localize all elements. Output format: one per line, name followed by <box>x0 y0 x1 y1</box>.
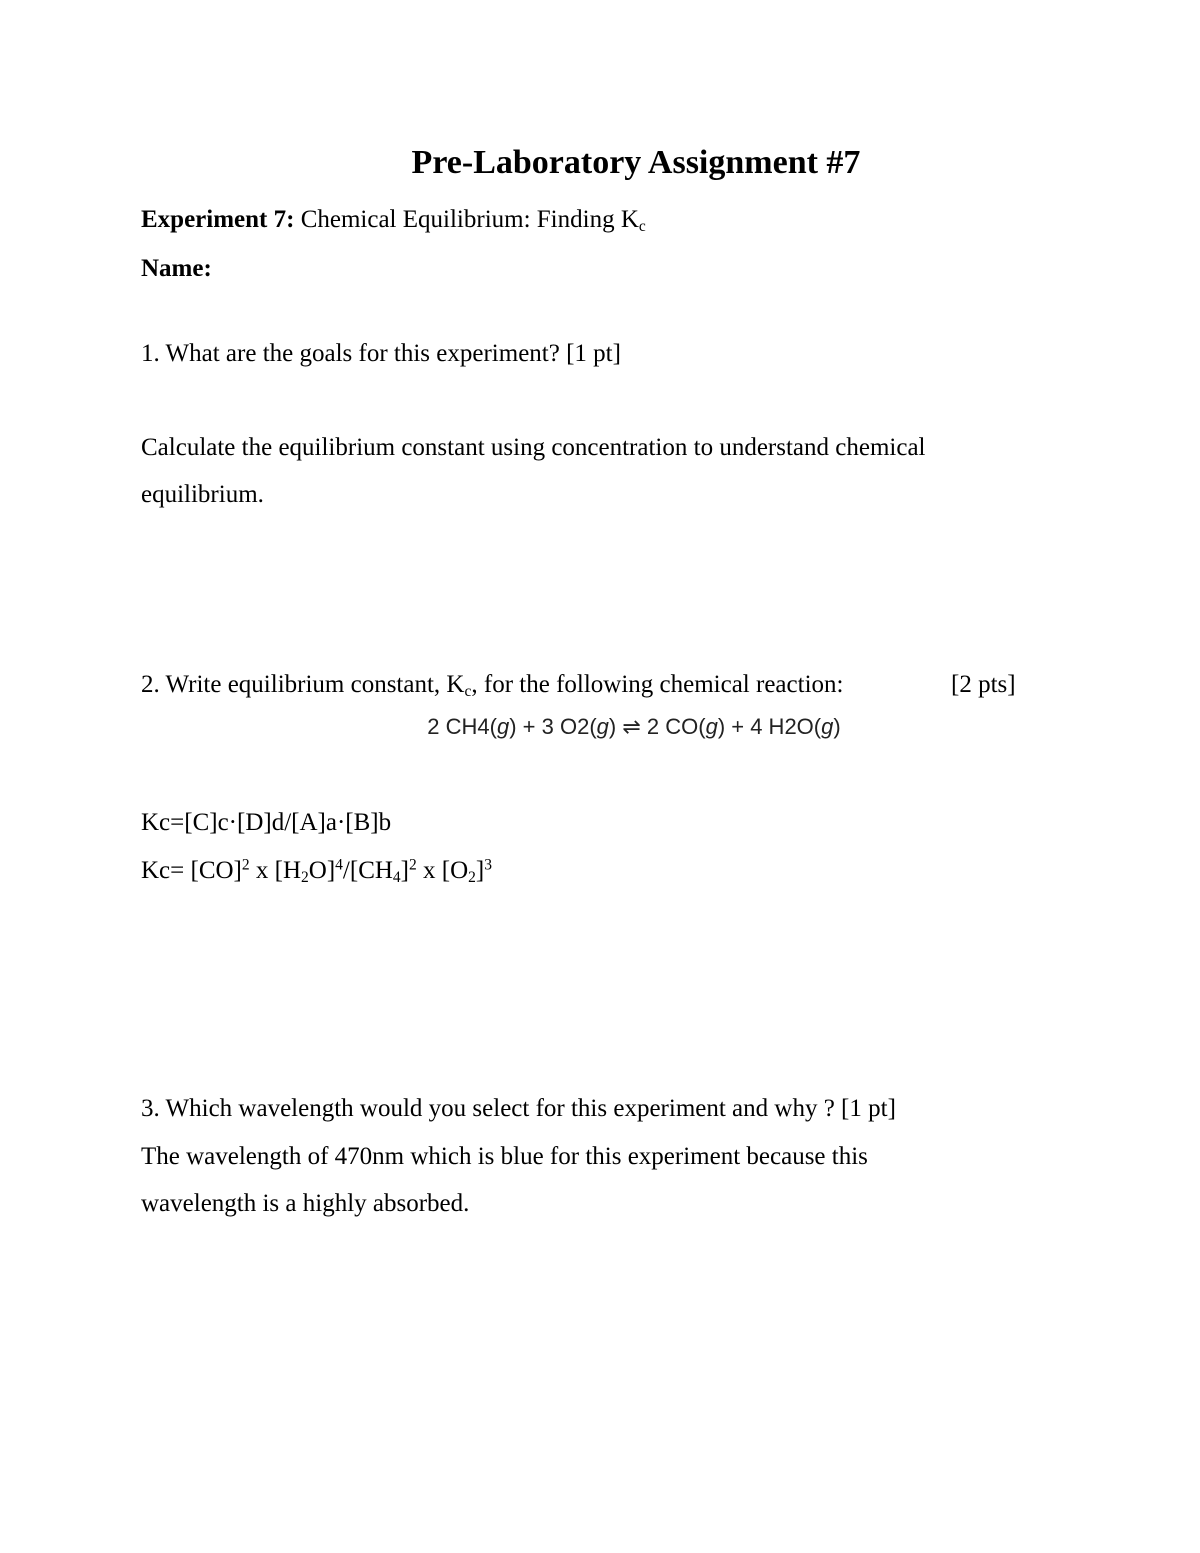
formula-part: ] <box>400 857 409 884</box>
answer-3-line-2: wavelength is a highly absorbed. <box>141 1190 470 1217</box>
equation-phase: g <box>705 714 718 739</box>
formula-subscript: 2 <box>301 868 309 886</box>
equation-part: ) <box>833 714 841 739</box>
question-3: 3. Which wavelength would you select for this experiment and why ? [1 pt] <box>141 1095 896 1122</box>
question-2-part-1: 2. Write equilibrium constant, K <box>141 671 465 698</box>
equation-part: ) ⇌ 2 CO( <box>608 714 706 739</box>
formula-superscript: 2 <box>241 856 250 874</box>
question-2-points: [2 pts] <box>951 671 1016 698</box>
equation-phase: g <box>496 714 510 739</box>
experiment-text: Chemical Equilibrium: Finding K <box>300 206 639 233</box>
question-2-subscript: c <box>464 682 472 700</box>
formula-part: O] <box>308 857 336 884</box>
equation-phase: g <box>821 714 834 739</box>
equation-phase: g <box>596 714 609 739</box>
equation-part: 2 CH4( <box>427 714 497 739</box>
formula-superscript: 3 <box>484 856 492 874</box>
question-1: 1. What are the goals for this experiment? [1 pt] <box>141 340 621 367</box>
answer-2-line-1: Kc=[C]c·[D]d/[A]a·[B]b <box>141 809 392 836</box>
formula-part: x [H <box>249 857 302 884</box>
formula-part: /[CH <box>342 857 393 884</box>
experiment-subscript: c <box>638 217 646 235</box>
experiment-line <box>141 206 646 235</box>
formula-superscript: 4 <box>335 856 343 874</box>
answer-3-line-1: The wavelength of 470nm which is blue for this experiment because this <box>141 1143 868 1170</box>
formula-part: Kc= [CO] <box>141 857 242 884</box>
question-2 <box>141 671 844 700</box>
answer-1-line-1: Calculate the equilibrium constant using concentration to understand chemical <box>141 434 926 461</box>
chemical-equation <box>0 716 1200 738</box>
answer-2-line-2 <box>141 856 492 886</box>
equation-part: ) + 3 O2( <box>509 714 597 739</box>
equation-part: ) + 4 H2O( <box>717 714 822 739</box>
page-title: Pre-Laboratory Assignment #7 <box>411 144 861 181</box>
experiment-label: Experiment 7: <box>141 206 295 233</box>
formula-superscript: 2 <box>409 856 417 874</box>
answer-1-line-2: equilibrium. <box>141 481 264 508</box>
formula-part: ] <box>475 857 485 884</box>
formula-subscript: 2 <box>468 868 476 886</box>
formula-subscript: 4 <box>392 868 401 886</box>
formula-part: x [O <box>416 857 469 884</box>
name-label: Name: <box>141 255 212 282</box>
question-2-part-2: , for the following chemical reaction: <box>471 671 844 698</box>
